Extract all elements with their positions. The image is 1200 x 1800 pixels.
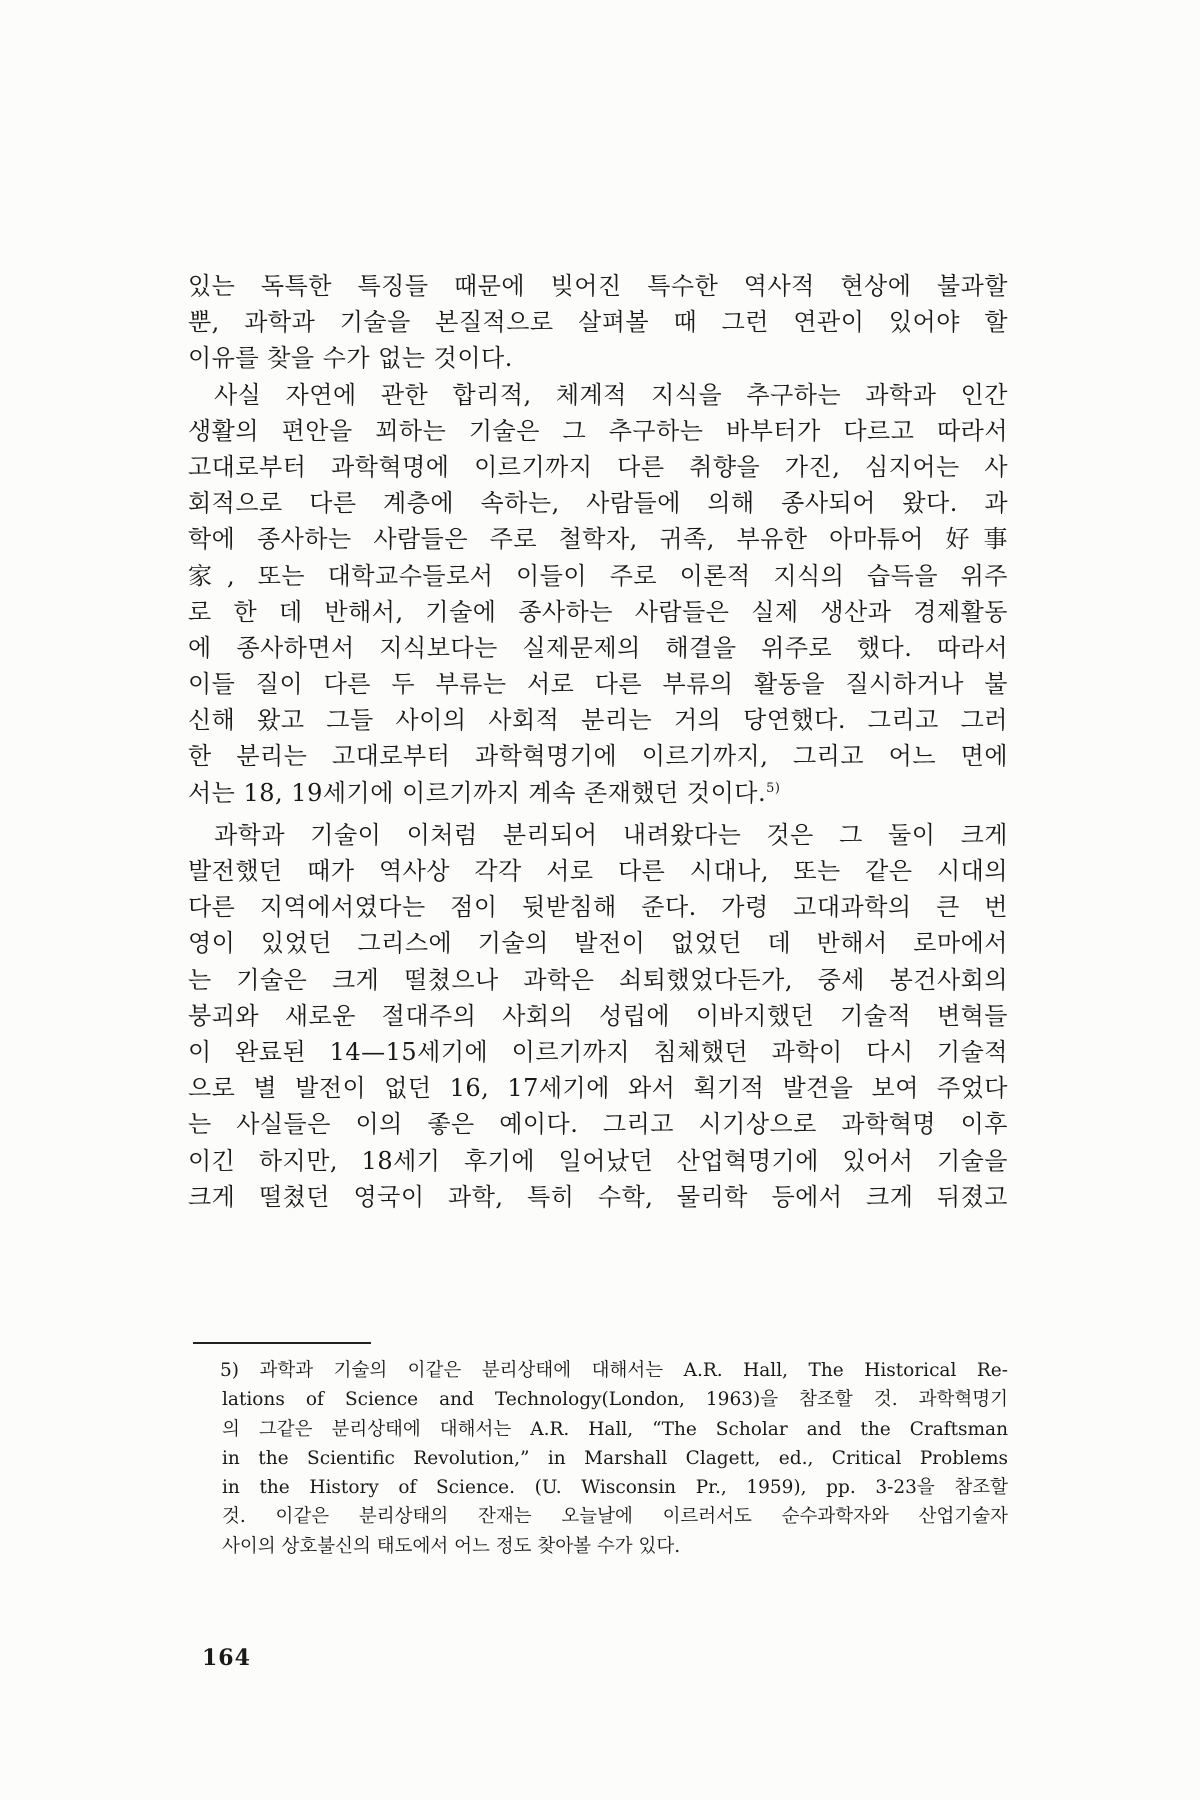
text-line: 이 완료된 14—15세기에 이르기까지 침체했던 과학이 다시 기술적 xyxy=(188,1037,1008,1066)
text-line: 으로 별 발전이 없던 16, 17세기에 와서 획기적 발견을 보여 주었다 xyxy=(188,1074,1008,1103)
text-line-content: 서는 18, 19세기에 이르기까지 계속 존재했던 것이다. xyxy=(188,778,767,807)
text-line: 에 종사하면서 지식보다는 실제문제의 해결을 위주로 했다. 따라서 xyxy=(188,633,1008,662)
text-line: 이들 질이 다른 두 부류는 서로 다른 부류의 활동을 질시하거나 불 xyxy=(188,670,1008,699)
footnote-line: 사이의 상호불신의 태도에서 어느 정도 찾아볼 수가 있다. xyxy=(222,1535,681,1557)
paragraph-start-line: 사실 자연에 관한 합리적, 체계적 지식을 추구하는 과학과 인간 xyxy=(214,380,1008,409)
text-line: 신해 왔고 그들 사이의 사회적 분리는 거의 당연했다. 그리고 그러 xyxy=(188,706,1008,735)
text-line: 있는 독특한 특징들 때문에 빚어진 특수한 역사적 현상에 불과할 xyxy=(188,272,1008,300)
text-line: 발전했던 때가 역사상 각각 서로 다른 시대나, 또는 같은 시대의 xyxy=(188,857,1008,885)
footnote-line: 5) 과학과 기술의 이같은 분리상태에 대해서는 A.R. Hall, The Historical Re- xyxy=(220,1360,1008,1381)
text-line: 로 한 데 반해서, 기술에 종사하는 사람들은 실제 생산과 경제활동 xyxy=(188,597,1008,626)
text-line: 家, 또는 대학교수들로서 이들이 주로 이론적 지식의 습득을 위주 xyxy=(188,561,1008,590)
text-line: 붕괴와 새로운 절대주의 사회의 성립에 이바지했던 기술적 변혁들 xyxy=(188,1001,1008,1030)
text-line: 영이 있었던 그리스에 기술의 발전이 없었던 데 반해서 로마에서 xyxy=(188,929,1008,958)
text-line: 회적으로 다른 계층에 속하는, 사람들에 의해 종사되어 왔다. 과 xyxy=(188,489,1008,518)
text-line-with-footnote-ref xyxy=(188,775,1008,811)
text-line: 뿐, 과학과 기술을 본질적으로 살펴볼 때 그런 연관이 있어야 할 xyxy=(188,308,1008,337)
footnote-line: 것. 이같은 분리상태의 잔재는 오늘날에 이르러서도 순수과학자와 산업기술자 xyxy=(222,1506,1008,1528)
footnote-line: 의 그같은 분리상태에 대해서는 A.R. Hall, “The Scholar and the Craftsman xyxy=(222,1418,1008,1440)
text-line: 는 기술은 크게 떨쳤으나 과학은 쇠퇴했었다든가, 중세 봉건사회의 xyxy=(188,965,1008,994)
footnote-line: in the History of Science. (U. Wisconsin Pr., 1959), pp. 3-23을 참조할 xyxy=(222,1477,1008,1499)
text-line: 이긴 하지만, 18세기 후기에 일어났던 산업혁명기에 있어서 기술을 xyxy=(188,1146,1008,1175)
text-line: 이유를 찾을 수가 없는 것이다. xyxy=(188,344,513,373)
footnote-line: in the Scientific Revolution,” in Marshall Clagett, ed., Critical Problems xyxy=(222,1447,1008,1469)
text-line: 다른 지역에서였다는 점이 뒷받침해 준다. 가령 고대과학의 큰 번 xyxy=(188,893,1008,922)
text-line: 생활의 편안을 꾀하는 기술은 그 추구하는 바부터가 다르고 따라서 xyxy=(188,416,1008,445)
paragraph-start-line: 과학과 기술이 이처럼 분리되어 내려왔다는 것은 그 둘이 크게 xyxy=(214,820,1008,849)
footnote-divider xyxy=(193,1342,371,1344)
footnote-line: lations of Science and Technology(London, 1963)을 참조할 것. 과학혁명기 xyxy=(222,1389,1008,1411)
text-line: 고대로부터 과학혁명에 이르기까지 다른 취향을 가진, 심지어는 사 xyxy=(188,452,1008,481)
text-line: 크게 떨쳤던 영국이 과학, 특히 수학, 물리학 등에서 크게 뒤졌고 xyxy=(188,1182,1008,1211)
footnote xyxy=(222,1356,1008,1561)
body-text xyxy=(188,268,1008,1215)
page-number: 164 xyxy=(202,1645,251,1671)
footnote-reference: 5) xyxy=(766,780,781,796)
text-line: 학에 종사하는 사람들은 주로 철학자, 귀족, 부유한 아마튜어 好事 xyxy=(188,525,1008,554)
text-line: 한 분리는 고대로부터 과학혁명기에 이르기까지, 그리고 어느 면에 xyxy=(188,742,1008,771)
text-line: 는 사실들은 이의 좋은 예이다. 그리고 시기상으로 과학혁명 이후 xyxy=(188,1110,1008,1139)
